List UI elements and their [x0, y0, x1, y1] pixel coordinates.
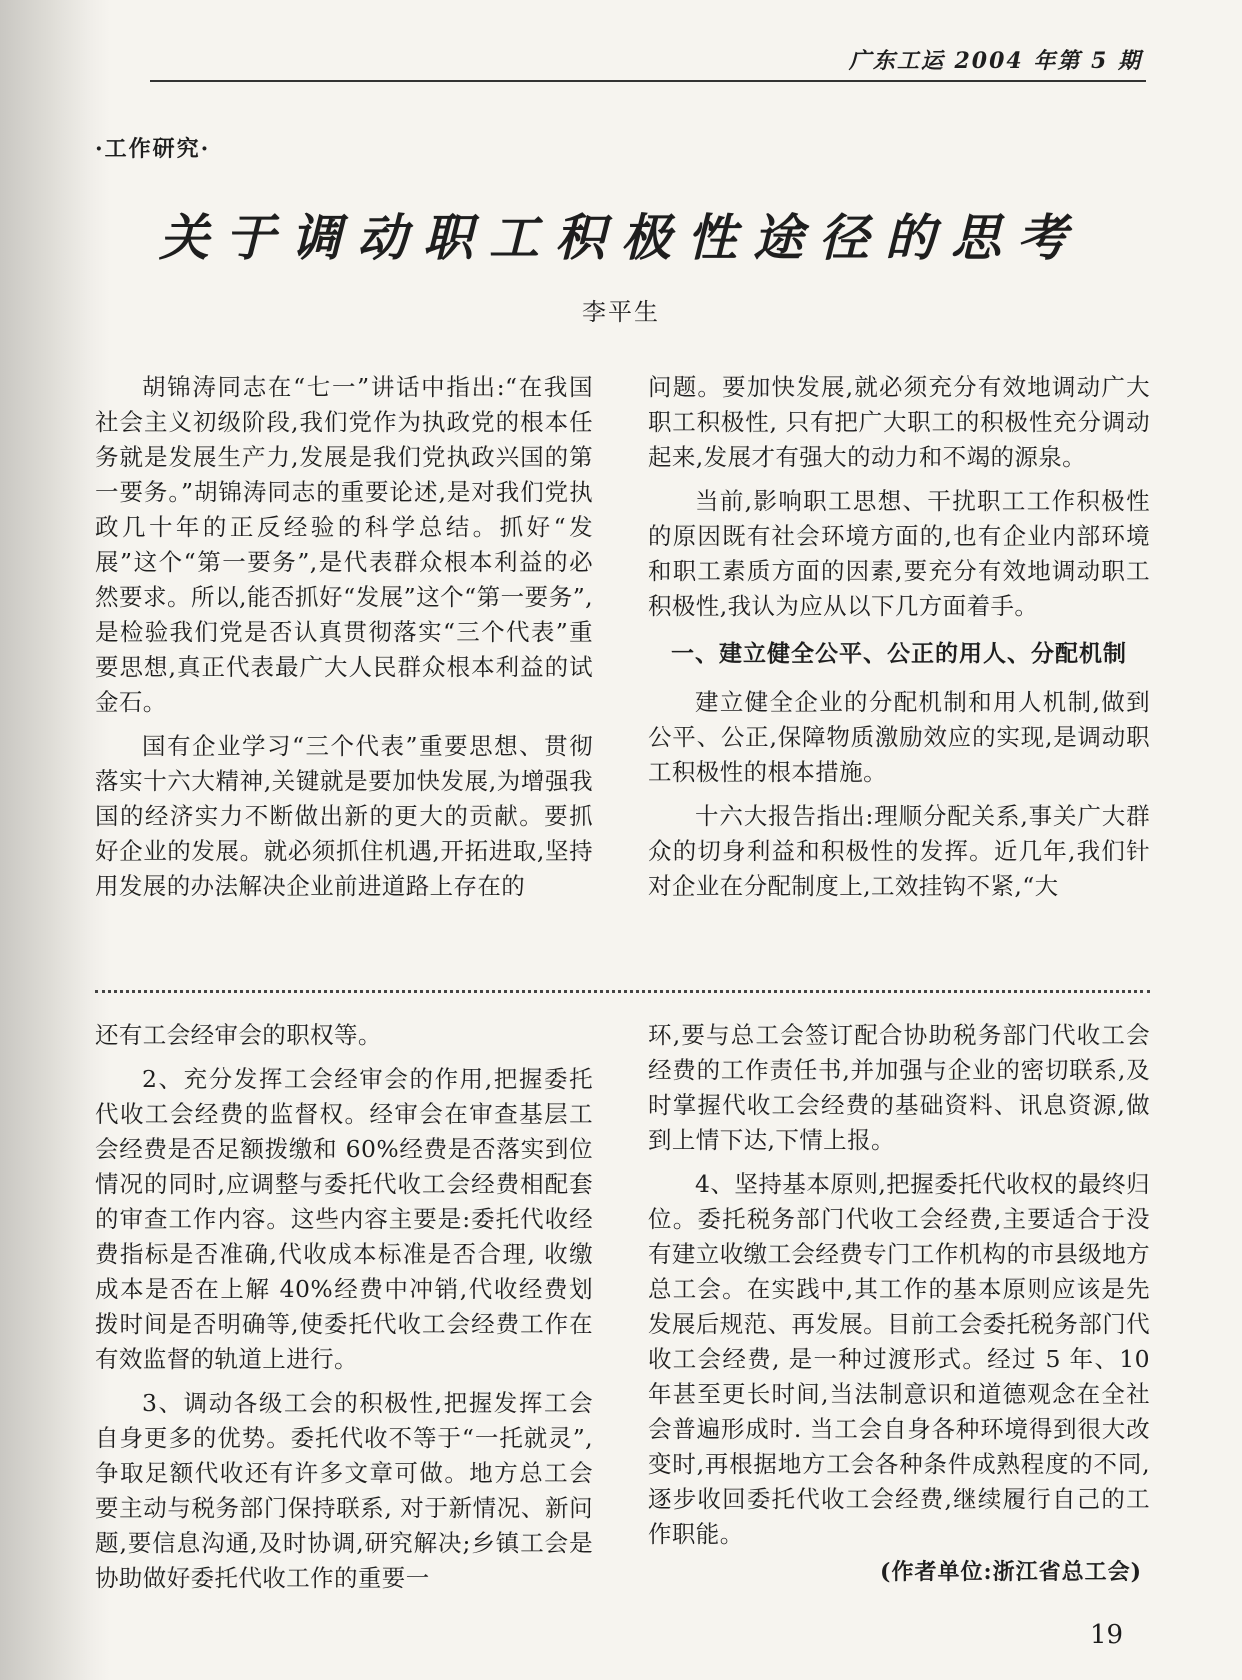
bottom-left-column	[95, 1018, 593, 1605]
section-label: ·工作研究·	[95, 136, 211, 162]
paragraph: 国有企业学习“三个代表”重要思想、贯彻落实十六大精神,关键就是要加快发展,为增强我国的经济实力不断做出新的更大的贡献。要抓好企业的发展。就必须抓住机遇,开拓进取,坚持用发展的办法解决企业前进道路上存在的	[95, 732, 593, 900]
paragraph: 问题。要加快发展,就必须充分有效地调动广大职工积极性, 只有把广大职工的积极性充分调动起来,发展才有强大的动力和不竭的源泉。	[648, 373, 1150, 471]
article-author: 李平生	[582, 298, 660, 326]
paragraph: 3、调动各级工会的积极性,把握发挥工会自身更多的优势。委托代收不等于“一托就灵”,争取足额代收还有许多文章可做。地方总工会要主动与税务部门保持联系, 对于新情况、新问题,要信息沟通,及时协调,研究解决;乡镇工会是协助做好委托代收工作的重要一	[95, 1389, 593, 1592]
top-right-column	[648, 370, 1150, 913]
journal-header: 广东工运 2004 年第 5 期	[848, 48, 1142, 74]
author-affiliation: (作者单位:浙江省总工会)	[880, 1559, 1142, 1585]
paragraph: 建立健全企业的分配机制和用人机制,做到公平、公正,保障物质激励效应的实现,是调动职工积极性的根本措施。	[648, 688, 1150, 786]
article-title: 关于调动职工积极性途径的思考	[159, 208, 1083, 267]
header-rule	[150, 80, 1146, 82]
paragraph: 还有工会经审会的职权等。	[95, 1021, 382, 1049]
page-number: 19	[1090, 1620, 1124, 1650]
bottom-right-column	[648, 1018, 1150, 1561]
top-left-column	[95, 370, 593, 913]
paragraph: 2、充分发挥工会经审会的作用,把握委托代收工会经费的监督权。经审会在审查基层工会经费是否足额拨缴和 60%经费是否落实到位情况的同时,应调整与委托代收工会经费相配套的审查工作内容。这些内容主要是:委托代收经费指标是否准确,代收成本标准是否合理, 收缴成本是否在上解 40%经费中冲销,代收经费划拨时间是否明确等,使委托代收工会经费工作在有效监督的轨道上进行。	[95, 1065, 593, 1373]
section-heading: 一、建立健全公平、公正的用人、分配机制	[671, 640, 1127, 667]
article-divider	[95, 990, 1150, 993]
paragraph: 环,要与总工会签订配合协助税务部门代收工会经费的工作责任书,并加强与企业的密切联系,及时掌握代收工会经费的基础资料、讯息资源,做到上情下达,下情上报。	[648, 1021, 1150, 1154]
paragraph: 当前,影响职工思想、干扰职工工作积极性的原因既有社会环境方面的,也有企业内部环境和职工素质方面的因素,要充分有效地调动职工积极性,我认为应从以下几方面着手。	[648, 487, 1150, 620]
paragraph: 4、坚持基本原则,把握委托代收权的最终归位。委托税务部门代收工会经费,主要适合于没有建立收缴工会经费专门工作机构的市县级地方总工会。在实践中,其工作的基本原则应该是先发展后规范、再发展。目前工会委托税务部门代收工会经费, 是一种过渡形式。经过 5 年、10 年甚至更长时间,当法制意识和道德观念在全社会普遍形成时. 当工会自身各种环境得到很大改变时,再根据地方工会各种条件成熟程度的不同,逐步收回委托代收工会经费,继续履行自己的工作职能。	[648, 1170, 1150, 1548]
paragraph: 十六大报告指出:理顺分配关系,事关广大群众的切身利益和积极性的发挥。近几年,我们针对企业在分配制度上,工效挂钩不紧,“大	[648, 802, 1150, 900]
paragraph: 胡锦涛同志在“七一”讲话中指出:“在我国社会主义初级阶段,我们党作为执政党的根本任务就是发展生产力,发展是我们党执政兴国的第一要务。”胡锦涛同志的重要论述,是对我们党执政几十年的正反经验的科学总结。抓好“发展”这个“第一要务”,是代表群众根本利益的必然要求。所以,能否抓好“发展”这个“第一要务”,是检验我们党是否认真贯彻落实“三个代表”重要思想,真正代表最广大人民群众根本利益的试金石。	[95, 373, 593, 716]
